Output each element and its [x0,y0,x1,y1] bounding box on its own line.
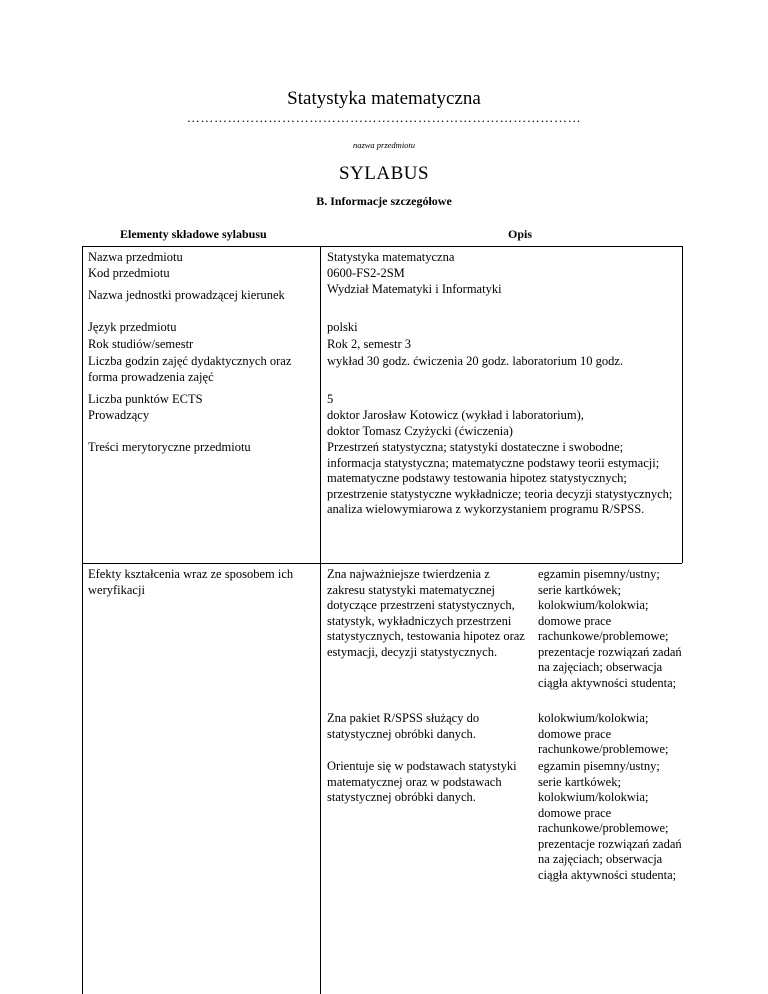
outcomes-label: Efekty kształcenia wraz ze sposobem ich weryfikacji [88,567,294,597]
table-row-value: polski [327,320,358,334]
column-header-description: Opis [508,227,533,241]
table-row-label: Rok studiów/semestr [88,337,194,351]
table-row-label: Liczba godzin zajęć dydaktycznych oraz forma prowadzenia zajęć [88,354,292,384]
verification-method: egzamin pisemny/ustny; serie kartkówek; kolokwium/kolokwia; domowe prace rachunkowe/problemowe; prezentacje rozwiązań zadań na zajęciach; obserwacja ciągła aktywności studenta; [538,567,682,690]
table-row-label: Nazwa jednostki prowadzącej kierunek [88,288,285,302]
learning-outcome: Orientuje się w podstawach statystyki matematycznej oraz w podstawach statystycznej obróbki danych. [327,759,517,804]
document-type: SYLABUS [338,163,430,184]
table-row-value: Wydział Matematyki i Informatyki [327,282,502,296]
table-column-divider [320,246,321,994]
table-row-label: Prowadzący [88,408,150,422]
table-row-value: Statystyka matematyczna [327,250,455,264]
table-row-value: doktor Jarosław Kotowicz (wykład i laboratorium), [327,408,584,422]
table-border-right [682,246,683,563]
table-row-value: Przestrzeń statystyczna; statystyki dostateczne i swobodne; informacja statystyczna; matematyczne podstawy teorii estymacji; matematyczne podstawy testowania hipotez statystycznych; przestrzenie statystyczne wykładnicze; teoria decyzji statystycznych; analiza wielowymiarowa z wykorzystaniem programu R/SPSS. [327,440,673,516]
table-row-value: 5 [327,392,334,406]
table-row-value: wykład 30 godz. ćwiczenia 20 godz. laboratorium 10 godz. [327,354,624,368]
verification-method: kolokwium/kolokwia; domowe prace rachunkowe/problemowe; [538,711,669,756]
title-caption: nazwa przedmiotu [352,140,416,150]
learning-outcome: Zna najważniejsze twierdzenia z zakresu statystyki matematycznej dotyczące przestrzeni statystycznych, statystyk, wykładniczych przestrzeni statystycznych, testowania hipotez oraz estymacji, decyzji statystycznych. [327,567,525,659]
table-row-value: Rok 2, semestr 3 [327,337,412,351]
table-row-label: Język przedmiotu [88,320,177,334]
section-heading: B. Informacje szczegółowe [316,194,452,208]
table-row-value: 0600-FS2-2SM [327,266,405,280]
table-row-label: Liczba punktów ECTS [88,392,203,406]
column-header-elements: Elementy składowe sylabusu [120,227,267,241]
title-dotted-line: …………………………………………………………………………… [186,110,582,125]
table-row-divider [82,563,682,564]
table-border-left [82,246,83,994]
table-row-value: doktor Tomasz Czyżycki (ćwiczenia) [327,424,513,438]
table-border-top [82,246,682,247]
course-title: Statystyka matematyczna [287,88,481,109]
table-row-label: Treści merytoryczne przedmiotu [88,440,251,454]
learning-outcome: Zna pakiet R/SPSS służący do statystycznej obróbki danych. [327,711,480,741]
table-row-label: Kod przedmiotu [88,266,170,280]
table-row-label: Nazwa przedmiotu [88,250,183,264]
verification-method: egzamin pisemny/ustny; serie kartkówek; kolokwium/kolokwia; domowe prace rachunkowe/problemowe; prezentacje rozwiązań zadań na zajęciach; obserwacja ciągła aktywności studenta; [538,759,682,882]
